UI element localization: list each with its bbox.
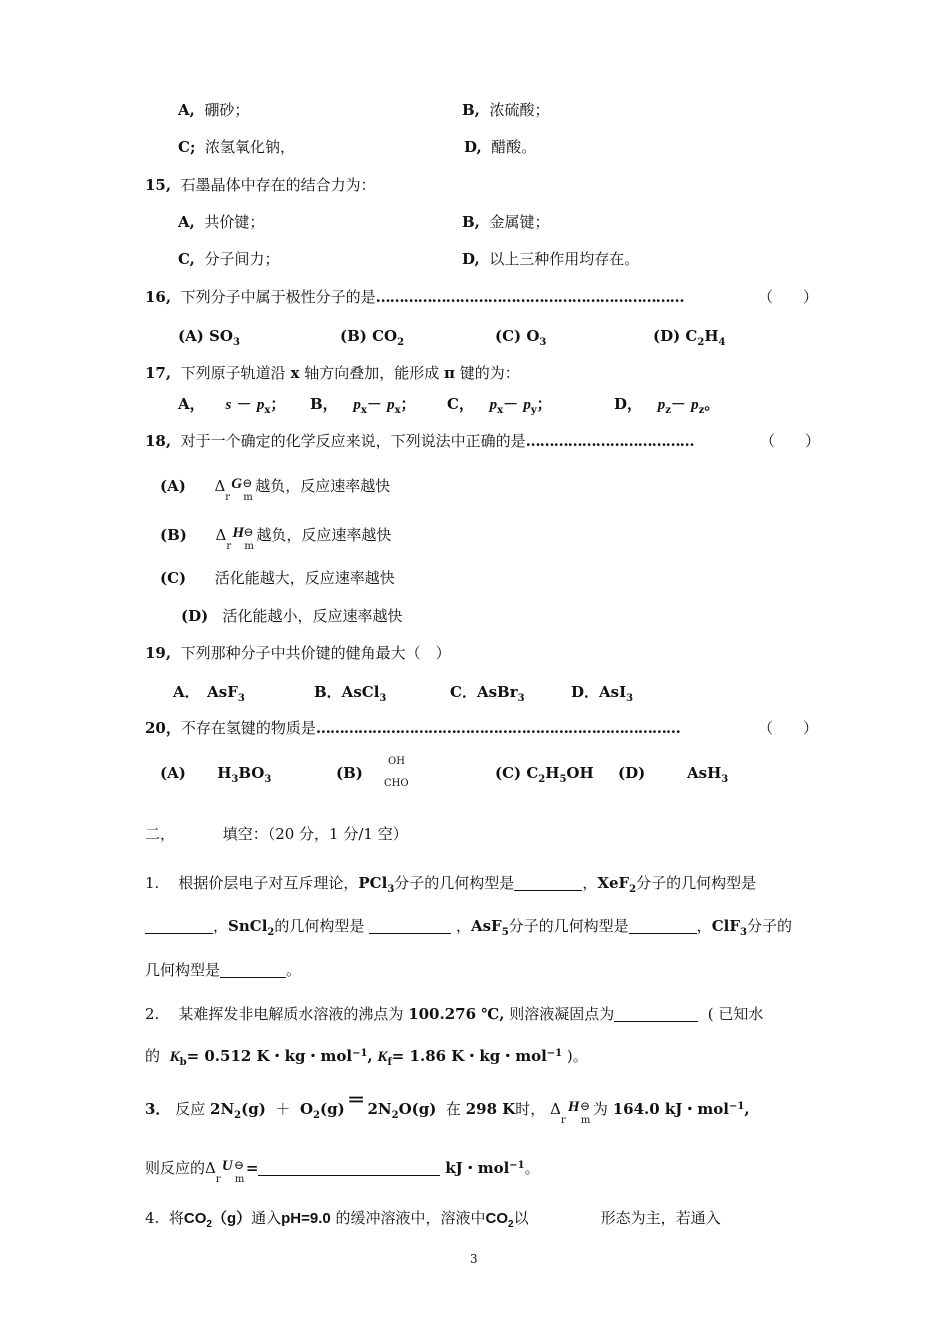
answer-blank[interactable]	[145, 918, 213, 934]
q15-option-b: B, 金属键；	[462, 213, 550, 231]
q20-answer-paren: （ ）	[758, 719, 819, 737]
q20-option-a: (A) $H_3BO_3$	[160, 764, 272, 785]
q16-option-a: (A) $SO_3$	[178, 327, 240, 348]
answer-blank[interactable]	[220, 962, 286, 978]
q15-option-d: D, 以上三种作用均存在。	[462, 250, 640, 268]
q19-option-c: C．AsBr$_3$	[450, 683, 525, 704]
fill-1-line-1: 1. 根据价层电子对互斥理论，PCl$_3$分子的几何构型是 ，XeF$_2$分子的几何构型是	[145, 874, 757, 895]
q15-option-a: A, 共价键；	[178, 213, 265, 231]
q16-answer-paren: （ ）	[758, 288, 819, 306]
fill-2-line-2: 的 $K_b= 0.512$ K・kg・mol$^{-1}$, $K_f= 1.86$ K・kg・mol$^{-1}$ )。	[145, 1047, 588, 1068]
q20-option-c: (C) $C_2H_5OH$	[495, 764, 594, 785]
q18-option-d: (D) 活化能越小，反应速率越快	[181, 607, 403, 625]
q17-option-a: A， $s - p_x$；	[178, 395, 286, 416]
q19-stem: 19, 下列那种分子中共价键的健角最大（ ）	[145, 644, 451, 662]
answer-blank[interactable]	[629, 918, 697, 934]
q17-stem: 17, 下列原子轨道沿 x 轴方向叠加，能形成 π 键的为：	[145, 364, 520, 382]
q17-option-c: C， $p_x- p_y$；	[447, 395, 552, 416]
answer-blank[interactable]	[258, 1160, 440, 1176]
q15-stem: 15, 石墨晶体中存在的结合力为：	[145, 176, 376, 194]
q18-option-c: (C) 活化能越大，反应速率越快	[160, 569, 395, 587]
q18-stem: 18, 对于一个确定的化学反应来说，下列说法中正确的是………………………………	[145, 432, 694, 450]
q14-option-d: D, 醋酸。	[464, 138, 537, 156]
q16-option-d: (D) $C_2H_4$	[653, 327, 726, 348]
q20-option-b-structure-oh: OH	[388, 756, 405, 767]
fill-3-line-1: 3． 反应 $2N_2(g) + O_2(g)$ ═ $2N_2O(g)$ 在 298 K时， Δ r H m ⊖ 为 164.0 kJ・mol$^{-1}$,	[145, 1087, 750, 1126]
answer-blank[interactable]	[514, 875, 582, 891]
q18-option-b: (B) Δ r H m ⊖ 越负，反应速率越快	[160, 525, 392, 552]
q17-option-b: B， $p_x- p_x$；	[310, 395, 416, 416]
fill-2-line-1: 2. 某难挥发非电解质水溶液的沸点为 100.276 ℃, 则溶液凝固点为 ( 已知水	[145, 1005, 764, 1023]
q14-option-c: C; 浓氢氧化钠，	[178, 138, 296, 156]
fill-3-line-2: 则反应的Δ r U m ⊖ = kJ・mol$^{-1}$。	[145, 1158, 540, 1185]
q18-answer-paren: （ ）	[760, 432, 821, 450]
q20-stem: 20，不存在氢键的物质是……………………………………………………………………	[145, 719, 680, 737]
q14-option-b: B, 浓硫酸；	[462, 101, 550, 119]
answer-blank[interactable]	[369, 918, 451, 934]
fill-1-line-3: 几何构型是 。	[145, 961, 302, 979]
answer-blank[interactable]	[614, 1006, 698, 1022]
q19-option-a: A． AsF$_3$	[173, 683, 245, 704]
q16-stem: 16, 下列分子中属于极性分子的是…………………………………………………………	[145, 288, 684, 306]
q20-option-d: (D) AsH$_3$	[618, 764, 729, 785]
q19-option-b: B．AsCl$_3$	[314, 683, 387, 704]
q19-option-d: D．AsI$_3$	[571, 683, 634, 704]
fill-1-line-2: ，SnCl$_2$的几何构型是 ，AsF$_5$分子的几何构型是 ，ClF$_3$分子的	[145, 916, 792, 936]
page-number: 3	[470, 1252, 478, 1266]
q16-option-c: (C) $O_3$	[495, 327, 547, 348]
q14-option-a: A, 硼砂；	[178, 101, 250, 119]
q17-option-d: D， $p_z- p_z$。	[614, 395, 720, 416]
q18-option-a: (A) Δ r G m ⊖ 越负，反应速率越快	[160, 476, 391, 503]
q16-option-b: (B) $CO_2$	[340, 327, 405, 348]
q20-option-b-label: (B)	[336, 764, 363, 782]
fill-4-line-1: 4. 将$CO_2(g)$通入pH=9.0 的缓冲溶液中，溶液中$CO_2$以 形态为主，若通入	[145, 1209, 721, 1230]
q20-option-b-structure-cho: CHO	[384, 778, 409, 789]
section-2-heading: 二， 填空：（20 分，1 分/1 空）	[145, 825, 408, 843]
q15-option-c: C, 分子间力；	[178, 250, 280, 268]
